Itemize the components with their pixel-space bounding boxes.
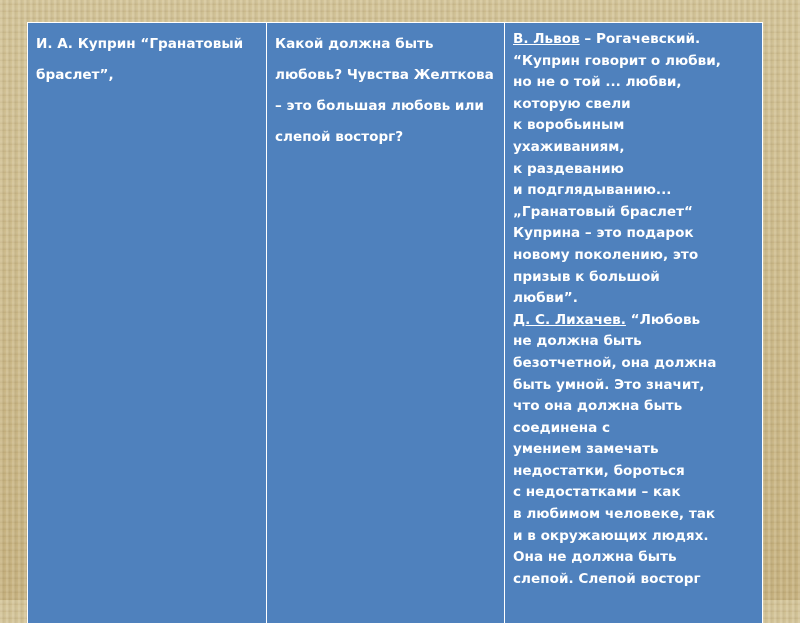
author-1-name: В. Львов (513, 31, 580, 47)
quote-line: к раздеванию (513, 160, 624, 177)
quote-line: безотчетной, она должна (513, 354, 717, 371)
quote-line: в любимом человеке, так (513, 506, 716, 523)
quote-1-heading (513, 29, 754, 51)
quote-2-heading (513, 310, 754, 332)
quote-line: призыв к большой (513, 268, 660, 285)
quote-line: ухаживаниям, (513, 138, 625, 155)
quote-line: что она должна быть (513, 398, 683, 415)
content-table (27, 22, 763, 623)
question-text: Какой должна быть любовь? Чувства Желткова – это большая любовь или слепой восторг? (275, 36, 494, 145)
table-cell-question (267, 23, 505, 623)
quote-2-lines (513, 331, 754, 590)
quotes-block (513, 29, 754, 590)
quote-line: Она не должна быть (513, 549, 677, 566)
quote-line: которую свели (513, 95, 631, 112)
author-1-rest: – Рогачевский. (579, 31, 701, 47)
quote-line: „Гранатовый браслет“ (513, 203, 693, 220)
quote-1-lines (513, 51, 754, 310)
quote-line: “Куприн говорит о любви, (513, 52, 721, 69)
quote-line: не должна быть (513, 333, 642, 350)
author-2-name: Д. С. Лихачев. (513, 311, 626, 328)
quote-line: и подглядыванию... (513, 182, 672, 199)
quote-line: и в окружающих людях. (513, 527, 709, 544)
quote-line: недостатки, бороться (513, 462, 685, 479)
table-cell-work (28, 23, 267, 623)
quote-line: слепой. Слепой восторг (513, 570, 701, 587)
quote-line: новому поколению, это (513, 246, 699, 263)
quote-line: быть умной. Это значит, (513, 376, 705, 393)
quote-line: любви”. (513, 290, 578, 307)
quote-line: но не о той ... любви, (513, 74, 682, 91)
quote-line: к воробьиным (513, 117, 625, 134)
quote-line: умением замечать (513, 441, 659, 458)
author-2-rest: “Любовь (625, 311, 701, 328)
table-cell-quotes (505, 23, 763, 623)
work-title-text: И. А. Куприн “Гранатовый браслет”, (36, 36, 244, 83)
quote-line: соединена с (513, 419, 611, 436)
quote-line: с недостатками – как (513, 484, 681, 501)
quote-line: Куприна – это подарок (513, 225, 694, 242)
